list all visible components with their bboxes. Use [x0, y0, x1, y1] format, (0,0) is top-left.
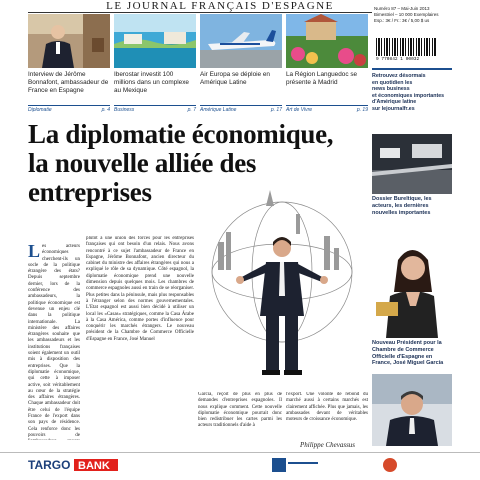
- sidebar-caption: Nouveau Président pour la Chambre de Commerce Officielle d'Espagne en France, José Miguel García: [372, 340, 444, 367]
- article-column: [198, 392, 282, 450]
- article-text: García, reçoit de plus en plus de demandes d'entreprises espagnoles. Il nous explique comment. Cette nouvelle diplomatie économique pourrait donc bien redistribuer les cartes parmi les acteurs traditionnels d'aide à: [198, 392, 282, 429]
- sidebar-photo-1: [372, 134, 452, 194]
- ambassador-photo: [28, 14, 110, 68]
- masthead-title: LE JOURNAL FRANÇAIS D'ESPAGNE: [106, 0, 334, 12]
- barcode-number: 9 770842 1 00032: [376, 57, 420, 62]
- teaser-text: Iberostar investit 100 millions dans un complexe au Mexique: [114, 71, 189, 94]
- teaser-meta: [286, 105, 368, 113]
- teaser-text: Interview de Jérôme Bonnafont, ambassadeur de France en Espagne: [28, 71, 109, 94]
- promo-line: Retrouvez désormais: [372, 73, 426, 79]
- svg-text:BANK: BANK: [78, 460, 110, 472]
- article-column: [86, 236, 194, 450]
- promo-line: news business: [372, 86, 410, 93]
- promo-line: et économiques importantes: [372, 92, 445, 99]
- teaser-section: Amérique Latine: [200, 107, 237, 113]
- teaser-diplomatie[interactable]: [28, 14, 110, 114]
- teaser-page: p. 19: [356, 107, 368, 113]
- partner-logo-icon: [350, 456, 430, 474]
- sidebar-caption: Dossier Bureltique, les acteurs, les dernières nouvelles importantes: [372, 196, 432, 216]
- teaser-amerique-latine[interactable]: [200, 14, 282, 114]
- promo-line: d'Amérique latine: [372, 99, 417, 106]
- targobank-logo-icon: [26, 456, 120, 474]
- ad-logo-3[interactable]: [350, 456, 430, 474]
- teaser-business[interactable]: [114, 14, 196, 114]
- dropcap: L: [28, 244, 41, 261]
- article-column: [28, 244, 80, 440]
- barcode-icon: [376, 38, 436, 56]
- partner-logo-icon: [252, 456, 332, 474]
- byline: Philippe Chevassus: [300, 441, 356, 449]
- issue-line: Esp.: 3€ / Fr.: 3€ / 5,00 $ us: [374, 18, 430, 23]
- masthead-rule: [28, 12, 372, 13]
- resort-photo: [114, 14, 196, 68]
- teaser-section: Business: [114, 107, 135, 113]
- sidebar-photo-3: [372, 374, 452, 446]
- teaser-meta: [28, 105, 110, 113]
- article-text: plutôt à une union des forces pour les entreprises françaises qui ont besoin d'un relais. Nous avons rencontré à ce sujet l'ambassadeur de France en Espagne, Jérôme Bonnafont, ancien directeur du cabinet du ministre des affaires étrangères qui nous a expliqué le rôle de sa dynamique. Côté espagnol, la diplomatie économique prend une nouvelle dimension depuis quelques mois. Les chambres de commerce espagnoles aussi en train de se réorganiser. Plus petites dans la péninsule, mais plus responsables à l'étranger selon des normes gouvernementales. L'Etat espagnol est aussi bien décidé à utiliser un local les «Casas» stratégiques, comme la Casa Árabe à la Casa América, comme portes d'influence pour conquérir les marchés étrangers. Le nouveau président de la Chambre de Commerce Officielle d'Espagne en France, José Manuel: [86, 236, 194, 342]
- promo-link[interactable]: sur lejournalfr.es: [372, 105, 415, 112]
- teaser-page: p. 4: [101, 107, 110, 113]
- sidebar-photo-2: [372, 232, 452, 338]
- airplane-photo: [200, 14, 282, 68]
- teaser-art-de-vivre[interactable]: [286, 14, 368, 114]
- ad-logo-2[interactable]: [252, 456, 332, 474]
- teaser-text: Air Europa se déploie en Amérique Latine: [200, 71, 270, 86]
- teaser-meta: [114, 105, 196, 113]
- headline-line: la nouvelle alliée des: [28, 148, 257, 178]
- svg-text:TARGO: TARGO: [28, 458, 71, 472]
- article-column: [286, 392, 368, 440]
- headline-line: La diplomatie économique,: [28, 119, 334, 149]
- headline-line: entreprises: [28, 177, 152, 207]
- issue-line: Bimestriel – 10 000 Exemplaires: [374, 12, 439, 17]
- landscape-photo: [286, 14, 368, 68]
- teaser-page: p. 7: [187, 107, 196, 113]
- promo-box: [372, 68, 452, 130]
- article-text: l'export. Une volonté de rebond du marché aussi à certains marchés est clairement affichée. Plus que jamais, les ambassades devant de véritables moteurs de croissance économique.: [286, 392, 368, 423]
- promo-line: en quotidien les: [372, 79, 413, 86]
- teaser-meta: [200, 105, 282, 113]
- teaser-section: Diplomatie: [28, 107, 52, 113]
- targobank-ad[interactable]: [26, 456, 120, 474]
- issue-line: Numéro 87 – Mai-Juin 2013: [374, 6, 430, 11]
- businessman-illustration: [196, 186, 368, 392]
- teaser-text: La Région Languedoc se présente à Madrid: [286, 71, 358, 86]
- teaser-section: Art de Vivre: [286, 107, 313, 113]
- teaser-page: p. 17: [270, 107, 282, 113]
- article-text: es acteurs économiques cherchent-ils un socle de la politique étrangère des états? Depuis septembre dernier, lors de la conférence des ambassadeurs, la politique économique est devenue un enjeu clé dans la politique internationale. La ministère des affaires étrangères souhaite que les ambassadeurs et les institutions françaises soient également un outil mis à disposition des entreprises. Que la diplomatie économique, qui cette à imposer active, soit véritablement au cœur de la stratégie des affaires étrangères. Chaque ambassadeur doit être celui de l'équipe France de l'export dans son pays de résidence. Cela renforce donc les pouvoirs de: [28, 244, 80, 438]
